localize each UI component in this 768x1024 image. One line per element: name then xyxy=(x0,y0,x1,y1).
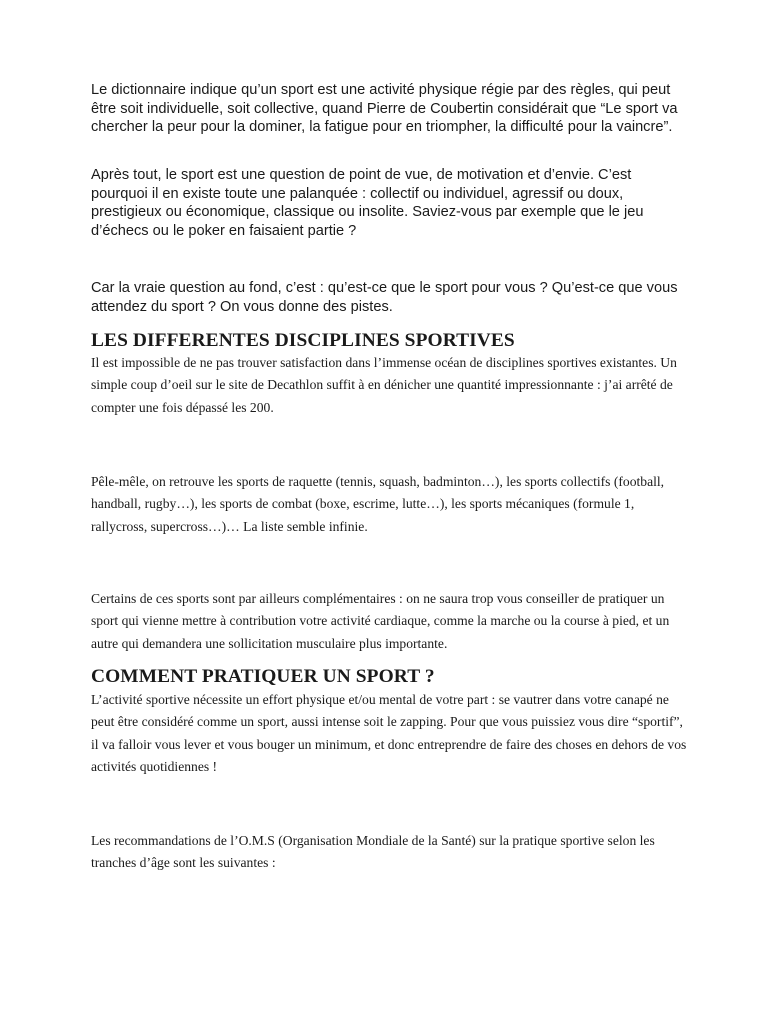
disciplines-paragraph-1: Il est impossible de ne pas trouver satisfaction dans l’immense océan de disciplines sportives existantes. Un simple coup d’oeil sur le site de Decathlon suffit à en dénicher une quantité impressionnante : j’ai arrêté de compter une fois dépassé les 200. xyxy=(91,355,677,415)
intro-paragraph-2: Après tout, le sport est une question de point de vue, de motivation et d’envie. C’est pourquoi il en existe toute une palanquée : collectif ou individuel, agressif ou doux, prestigieux ou économique, classique ou insolite. Saviez-vous par exemple que le jeu d’échecs ou le poker en faisaient partie ? xyxy=(91,167,644,239)
disciplines-paragraph-2: Pêle-mêle, on retrouve les sports de raquette (tennis, squash, badminton…), les sports collectifs (football, handball, rugby…), les sports de combat (boxe, escrime, lutte…), les sports mécaniques (formule 1, rallycross, supercross…)… La liste semble infinie. xyxy=(91,474,665,534)
section-heading-disciplines: LES DIFFERENTES DISCIPLINES SPORTIVES xyxy=(91,330,515,351)
section-heading-pratiquer: COMMENT PRATIQUER UN SPORT ? xyxy=(91,666,435,687)
pratiquer-paragraph-1: L’activité sportive nécessite un effort physique et/ou mental de votre part : se vautrer dans votre canapé ne peut être considéré comme un sport, aussi intense soit le zapping. Pour que vous puissiez vous dire “sportif”, il va falloir vous lever et vous bouger un minimum, et donc entreprendre de faire des choses en dehors de vos activités quotidiennes ! xyxy=(91,692,687,774)
intro-paragraph-3: Car la vraie question au fond, c’est : qu’est-ce que le sport pour vous ? Qu’est-ce que vous attendez du sport ? On vous donne des pistes. xyxy=(91,280,678,315)
pratiquer-paragraph-2: Les recommandations de l’O.M.S (Organisation Mondiale de la Santé) sur la pratique sportive selon les tranches d’âge sont les suivantes : xyxy=(91,833,655,871)
disciplines-paragraph-3: Certains de ces sports sont par ailleurs complémentaires : on ne saura trop vous conseiller de pratiquer un sport qui vienne mettre à contribution votre activité cardiaque, comme la marche ou la course à pied, et un autre qui demandera une sollicitation musculaire plus importante. xyxy=(91,591,670,651)
intro-paragraph-1: Le dictionnaire indique qu’un sport est une activité physique régie par des règles, qui peut être soit individuelle, soit collective, quand Pierre de Coubertin considérait que “Le sport va chercher la peur pour la dominer, la fatigue pour en triompher, la difficulté pour la vaincre”. xyxy=(91,82,678,135)
